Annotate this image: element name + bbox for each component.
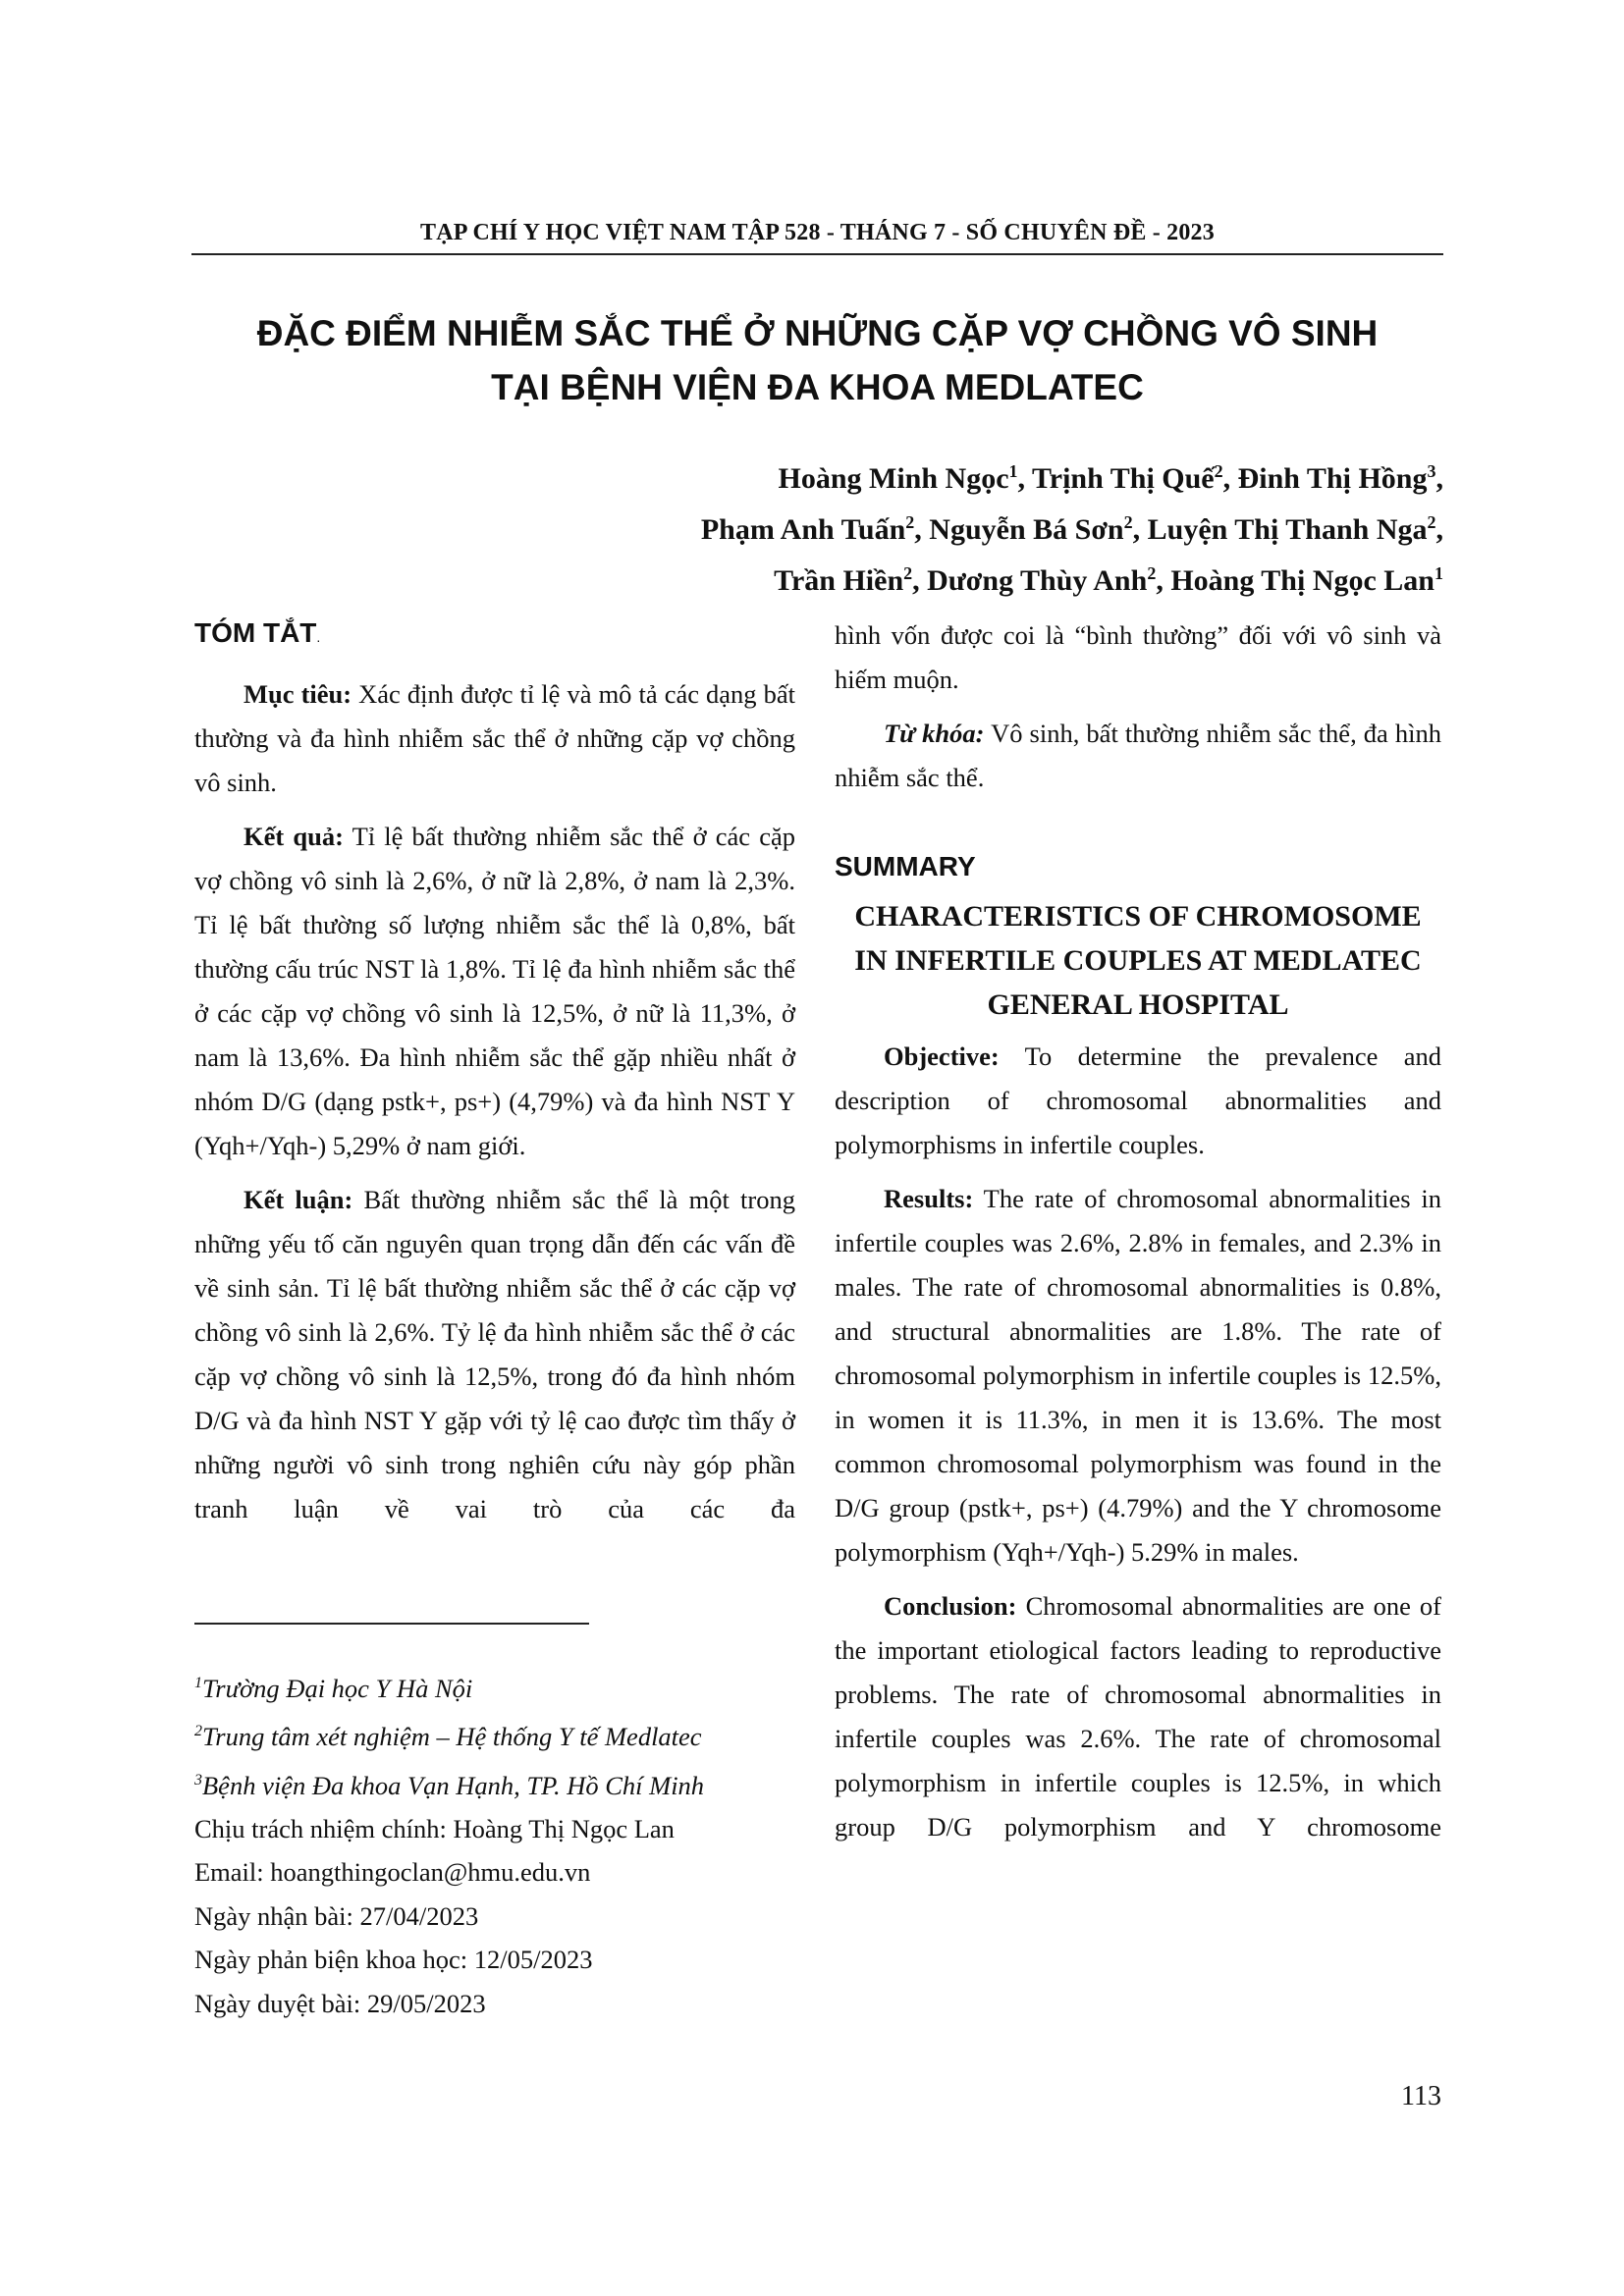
abstract-vi-heading: [194, 614, 795, 657]
conclusion-vi-text: Bất thường nhiễm sắc thể là một trong những yếu tố căn nguyên quan trọng dẫn đến các vấn đề về sinh sản. Tỉ lệ bất thường nhiễm sắc thể ở các cặp vợ chồng vô sinh là 2,6%. Tỷ lệ đa hình nhiễm sắc thể ở các cặp vợ chồng vô sinh là 12,5%, trong đó đa hình nhóm D/G và đa hình NST Y gặp với tỷ lệ cao được tìm thấy ở những người vô sinh trong nghiên cứu này góp phần tranh luận về vai trò của các đa: [194, 1185, 795, 1523]
author-affiliation: 2: [1147, 563, 1157, 583]
received-date: Ngày nhận bài: 27/04/2023: [194, 1900, 479, 1931]
conclusion-vi-label: Kết luận:: [244, 1185, 353, 1214]
affiliation-text: Trường Đại học Y Hà Nội: [202, 1673, 473, 1703]
author-name: Luyện Thị Thanh Nga: [1147, 513, 1428, 546]
author-name: Phạm Anh Tuấn: [700, 513, 906, 546]
author-name: Đinh Thị Hồng: [1237, 462, 1428, 495]
results-en-label: Results:: [884, 1184, 974, 1213]
conclusion-vi-paragraph: [194, 1178, 795, 1531]
author-name: Trịnh Thị Quế: [1031, 462, 1215, 495]
title-line-2: TẠI BỆNH VIỆN ĐA KHOA MEDLATEC: [491, 367, 1144, 407]
email: Email: hoangthingoclan@hmu.edu.vn: [194, 1857, 591, 1888]
author-affiliation: 2: [903, 563, 913, 583]
results-vi-label: Kết quả:: [244, 822, 344, 851]
author-affiliation: 2: [905, 512, 915, 532]
author-affiliation: 2: [1123, 512, 1133, 532]
author-affiliation: 3: [1427, 461, 1436, 481]
affiliation-1: [194, 1662, 823, 1710]
footnotes: [194, 1662, 823, 2025]
author-name: Nguyễn Bá Sơn: [929, 513, 1124, 546]
objective-en-text: To determine the prevalence and description of chromosomal abnormalities and polymorphisms in infertile couples.: [835, 1041, 1441, 1159]
summary-heading: SUMMARY: [835, 851, 976, 881]
results-vi-paragraph: [194, 815, 795, 1168]
author-affiliation: 2: [1214, 461, 1223, 481]
header-rule: [191, 253, 1443, 255]
author-name: Trần Hiền: [774, 564, 904, 597]
keywords-vi-text: Vô sinh, bất thường nhiễm sắc thể, đa hình nhiễm sắc thể.: [835, 719, 1441, 792]
author-line-1: Hoàng Minh Ngọc$^1$, Trịnh Thị Quế$^2$, Đinh Thị Hồng$^3$,: [778, 461, 1443, 495]
affiliation-number: 1: [194, 1675, 202, 1691]
affiliation-number: 2: [194, 1723, 202, 1740]
objective-vi-label: Mục tiêu:: [244, 679, 352, 709]
objective-en-label: Objective:: [884, 1041, 1000, 1071]
affiliation-2: [194, 1710, 823, 1758]
english-title: CHARACTERISTICS OF CHROMOSOME IN INFERTILE COUPLES AT MEDLATEC GENERAL HOSPITAL: [854, 900, 1422, 1021]
author-name: Hoàng Minh Ngọc: [778, 462, 1009, 495]
objective-vi-text: Xác định được tỉ lệ và mô tả các dạng bất thường và đa hình nhiễm sắc thể ở những cặp vợ chồng vô sinh.: [194, 679, 795, 797]
conclusion-en-paragraph: [835, 1584, 1441, 1849]
title-line-1: ĐẶC ĐIỂM NHIỄM SẮC THỂ Ở NHỮNG CẶP VỢ CHỒNG VÔ SINH: [256, 313, 1379, 353]
results-vi-text: Tỉ lệ bất thường nhiễm sắc thể ở các cặp vợ chồng vô sinh là 2,6%, ở nữ là 2,8%, ở nam là 2,3%. Tỉ lệ bất thường số lượng nhiễm sắc thể là 0,8%, bất thường cấu trúc NST là 1,8%. Tỉ lệ đa hình nhiễm sắc thể ở các cặp vợ chồng vô sinh là 12,5%, ở nữ là 11,3%, ở nam là 13,6%. Đa hình nhiễm sắc thể gặp nhiều nhất ở nhóm D/G (dạng pstk+, ps+) (4,79%) và đa hình NST Y (Yqh+/Yqh-) 5,29% ở nam giới.: [194, 822, 795, 1160]
keywords-vi-label: Từ khóa:: [884, 719, 985, 748]
right-column: [835, 614, 1441, 1859]
objective-en-paragraph: [835, 1035, 1441, 1167]
author-line-2: Phạm Anh Tuấn$^2$, Nguyễn Bá Sơn$^2$, Luyện Thị Thanh Nga$^2$,: [700, 512, 1443, 546]
author-affiliation: 1: [1008, 461, 1018, 481]
affiliation-3: [194, 1759, 823, 1807]
heading-mark: .: [316, 629, 321, 645]
affiliation-text: Bệnh viện Đa khoa Vạn Hạnh, TP. Hồ Chí Minh: [202, 1770, 705, 1800]
accepted-date: Ngày duyệt bài: 29/05/2023: [194, 1988, 486, 2018]
reviewed-date: Ngày phản biện khoa học: 12/05/2023: [194, 1945, 593, 1975]
affiliation-text: Trung tâm xét nghiệm – Hệ thống Y tế Medlatec: [202, 1722, 702, 1752]
journal-header: TẠP CHÍ Y HỌC VIỆT NAM TẬP 528 - THÁNG 7 - SỐ CHUYÊN ĐỀ - 2023: [420, 220, 1215, 245]
results-en-paragraph: [835, 1177, 1441, 1575]
conclusion-vi-continued: hình vốn được coi là “bình thường” đối với vô sinh và hiếm muộn.: [835, 620, 1441, 694]
footnote-rule: [194, 1623, 589, 1625]
author-name: Dương Thùy Anh: [927, 564, 1148, 597]
author-name: Hoàng Thị Ngọc Lan: [1170, 564, 1435, 597]
author-affiliation: 2: [1427, 512, 1436, 532]
corresponding-author: Chịu trách nhiệm chính: Hoàng Thị Ngọc Lan: [194, 1813, 675, 1843]
author-affiliation: 1: [1435, 563, 1443, 583]
keywords-vi-paragraph: [835, 712, 1441, 800]
abstract-vi-heading-text: TÓM TẮT: [194, 617, 317, 648]
left-column: [194, 614, 795, 1541]
affiliation-number: 3: [194, 1771, 202, 1789]
author-list: [363, 450, 1443, 603]
article-title: [191, 306, 1443, 414]
page-number: 113: [1401, 2081, 1441, 2111]
results-en-text: The rate of chromosomal abnormalities in infertile couples was 2.6%, 2.8% in females, and 2.3% in males. The rate of chromosomal abnormalities is 0.8%, and structural abnormalities are 1.8%. The rate of chromosomal polymorphism in infertile couples is 12.5%, in women it is 11.3%, in men it is 13.6%. The most common chromosomal polymorphism was found in the D/G group (pstk+, ps+) (4.79%) and the Y chromosome polymorphism (Yqh+/Yqh-) 5.29% in males.: [835, 1184, 1441, 1567]
objective-vi-paragraph: [194, 672, 795, 805]
conclusion-en-text: Chromosomal abnormalities are one of the important etiological factors leading to reproductive problems. The rate of chromosomal abnormalities in infertile couples was 2.6%. The rate of chromosomal polymorphism in infertile couples is 12.5%, in which group D/G polymorphism and Y chromosome: [835, 1591, 1441, 1842]
conclusion-en-label: Conclusion:: [884, 1591, 1017, 1621]
author-line-3: Trần Hiền$^2$, Dương Thùy Anh$^2$, Hoàng Thị Ngọc Lan$^1$: [774, 563, 1443, 597]
